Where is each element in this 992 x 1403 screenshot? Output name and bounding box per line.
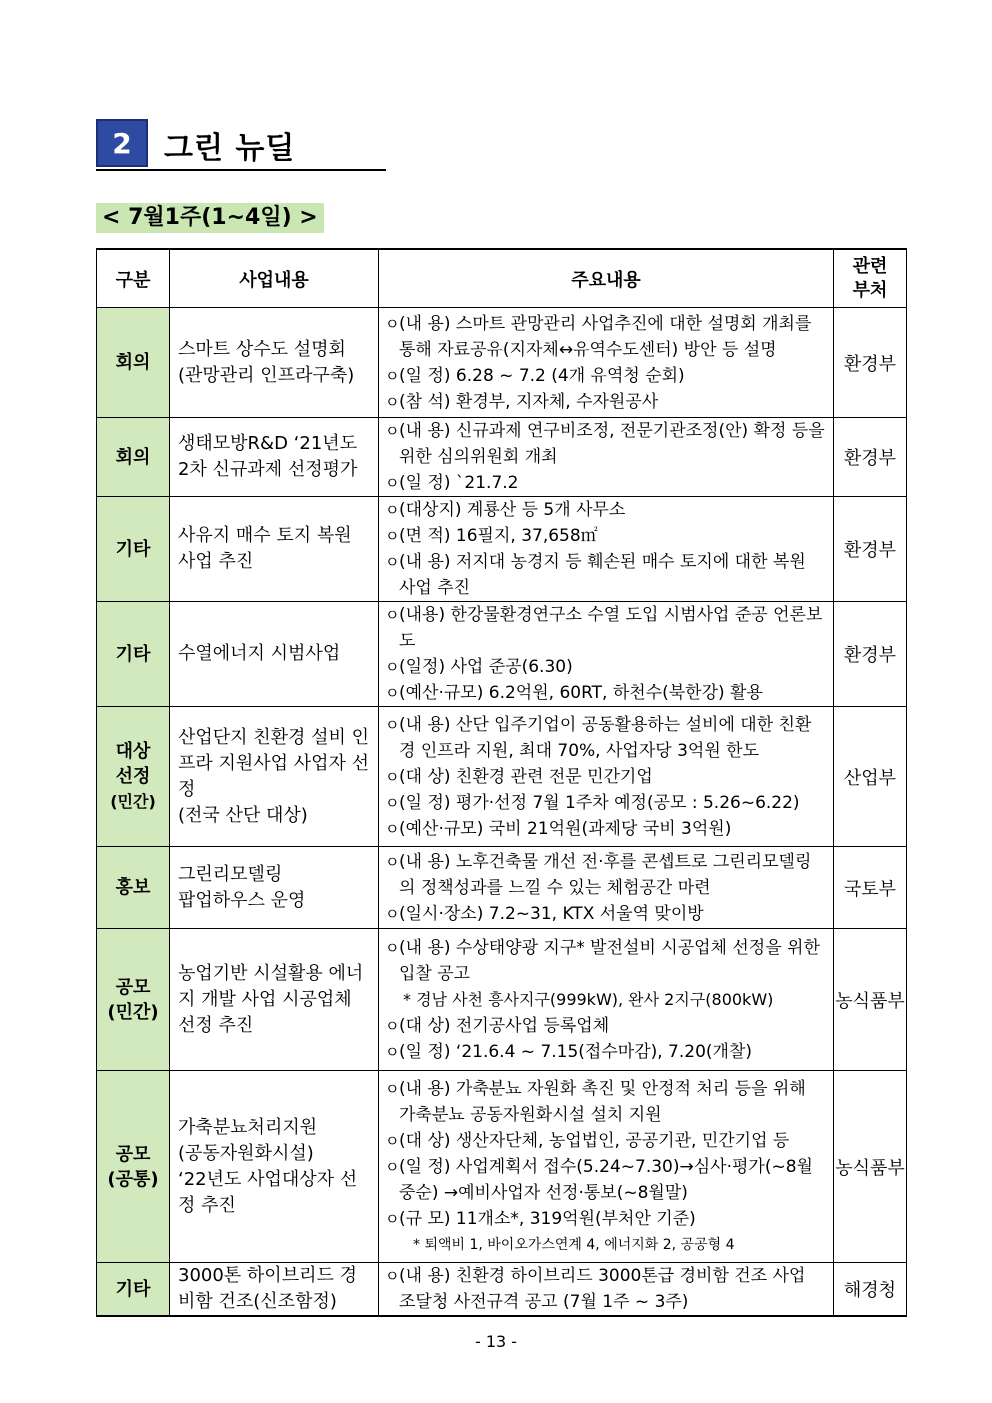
content-line: ㅇ (일시·장소) 7.2~31, KTX 서울역 맞이방 (385, 901, 827, 927)
circle-bullet-icon: ㅇ (385, 606, 400, 624)
circle-bullet-icon: ㅇ (385, 1267, 400, 1285)
circle-bullet-icon: ㅇ (385, 852, 400, 871)
circle-bullet-icon: ㅇ (385, 314, 400, 333)
row-business: 3000톤 하이브리드 경비함 건조(신조함정) (170, 1263, 379, 1317)
content-line: ㅇ (규 모) 11개소*, 319억원(부처안 기준) (385, 1206, 827, 1232)
circle-bullet-icon: ㅇ (385, 527, 400, 545)
row-business: 사유지 매수 토지 복원 사업 추진 (170, 497, 379, 602)
content-footnote: * 퇴액비 1, 바이오가스연계 4, 에너지화 2, 공공형 4 (413, 1236, 735, 1253)
table-row (97, 707, 907, 847)
content-line: ㅇ (내 용) 가축분뇨 자원화 촉진 및 안정적 처리 등을 위해 가축분뇨 공동자원화시설 설치 지원 (385, 1076, 827, 1128)
table-row (97, 847, 907, 929)
row-category: 회의 (97, 308, 170, 418)
content-line: ㅇ (내 용) 수상태양광 지구* 발전설비 시공업체 선정을 위한 입찰 공고 (385, 935, 827, 987)
content-line: ㅇ (일 정) 평가·선정 7월 1주차 예정(공모 : 5.26~6.22) (385, 790, 827, 816)
circle-bullet-icon: ㅇ (385, 474, 400, 492)
row-content (379, 1071, 834, 1263)
row-category: 회의 (97, 418, 170, 497)
row-category: 공모 (공통) (97, 1071, 170, 1263)
circle-bullet-icon: ㅇ (385, 1209, 400, 1228)
row-business: 산업단지 친환경 설비 인프라 지원사업 사업자 선정 (전국 산단 대상) (170, 707, 379, 847)
row-dept: 환경부 (834, 602, 907, 707)
circle-bullet-icon: ㅇ (385, 1042, 400, 1061)
row-business: 가축분뇨처리지원 (공동자원화시설) ‘22년도 사업대상자 선정 추진 (170, 1071, 379, 1263)
row-content (379, 1263, 834, 1317)
header-category: 구분 (97, 249, 170, 308)
row-category: 기타 (97, 497, 170, 602)
header-business: 사업내용 (170, 249, 379, 308)
content-line: ㅇ (일 정) ‘21.6.4 ~ 7.15(접수마감), 7.20(개찰) (385, 1039, 827, 1065)
section-header (96, 119, 386, 171)
row-category: 대상 선정 (민간) (97, 707, 170, 847)
row-dept: 농식품부 (834, 1071, 907, 1263)
content-line: ㅇ (참 석) 환경부, 지자체, 수자원공사 (385, 389, 827, 415)
row-category: 홍보 (97, 847, 170, 929)
content-line: ㅇ (대 상) 생산자단체, 농업법인, 공공기관, 민간기업 등 (385, 1128, 827, 1154)
asterisk-note-icon (385, 987, 399, 1013)
row-content (379, 707, 834, 847)
week-label: < 7월1주(1~4일) > (96, 203, 324, 233)
row-category: 공모 (민간) (97, 929, 170, 1071)
row-dept: 해경청 (834, 1263, 907, 1317)
row-content (379, 847, 834, 929)
content-line: ㅇ (대 상) 친환경 관련 전문 민간기업 (385, 764, 827, 790)
row-business: 수열에너지 시범사업 (170, 602, 379, 707)
circle-bullet-icon: ㅇ (385, 819, 400, 838)
content-line: ㅇ (내 용) 친환경 하이브리드 3000톤급 경비함 건조 사업 조달청 사전규격 공고 (7월 1주 ~ 3주) (385, 1263, 827, 1315)
circle-bullet-icon: ㅇ (385, 904, 400, 923)
header-dept: 관련 부처 (834, 249, 907, 308)
circle-bullet-icon: ㅇ (385, 392, 400, 411)
content-line: ㅇ (내 용) 산단 입주기업이 공동활용하는 설비에 대한 친환경 인프라 지원, 최대 70%, 사업자당 3억원 한도 (385, 712, 827, 764)
content-line: ㅇ (내 용) 노후건축물 개선 전·후를 콘셉트로 그린리모델링의 정책성과를 느낄 수 있는 체험공간 마련 (385, 849, 827, 901)
header-content: 주요내용 (379, 249, 834, 308)
circle-bullet-icon: ㅇ (385, 1131, 400, 1150)
row-content (379, 602, 834, 707)
row-dept: 환경부 (834, 497, 907, 602)
table-row (97, 1263, 907, 1317)
circle-bullet-icon: ㅇ (385, 767, 400, 786)
row-dept: 농식품부 (834, 929, 907, 1071)
row-dept: 환경부 (834, 418, 907, 497)
content-line: ㅇ (일정) 사업 준공(6.30) (385, 654, 827, 680)
row-business: 농업기반 시설활용 에너지 개발 사업 시공업체 선정 추진 (170, 929, 379, 1071)
row-business: 그린리모델링 팝업하우스 운영 (170, 847, 379, 929)
row-business: 스마트 상수도 설명회 (관망관리 인프라구축) (170, 308, 379, 418)
table-header-row (97, 249, 907, 308)
content-line: ㅇ (내 용) 신규과제 연구비조정, 전문기관조정(안) 확정 등을 위한 심의위원회 개최 (385, 418, 827, 470)
circle-bullet-icon: ㅇ (385, 793, 400, 812)
table-row (97, 418, 907, 497)
content-line: ㅇ (내용) 한강물환경연구소 수열 도입 시범사업 준공 언론보도 (385, 602, 827, 654)
circle-bullet-icon: ㅇ (385, 1079, 400, 1098)
circle-bullet-icon: ㅇ (385, 422, 400, 440)
circle-bullet-icon: ㅇ (385, 1016, 400, 1035)
content-line: ㅇ (일 정) `21.7.2 (385, 470, 827, 496)
page-number: - 13 - (474, 1332, 518, 1351)
row-content (379, 929, 834, 1071)
content-line: ㅇ (예산·규모) 국비 21억원(과제당 국비 3억원) (385, 816, 827, 842)
content-line: * 경남 사천 흥사지구(999kW), 완사 2지구(800kW) (385, 987, 827, 1013)
circle-bullet-icon: ㅇ (385, 715, 400, 734)
row-category: 기타 (97, 1263, 170, 1317)
circle-bullet-icon: ㅇ (385, 366, 400, 385)
circle-bullet-icon: ㅇ (385, 938, 400, 957)
section-title: 그린 뉴딜 (164, 131, 296, 166)
content-line: ㅇ (내 용) 저지대 농경지 등 훼손된 매수 토지에 대한 복원 사업 추진 (385, 549, 827, 601)
row-category: 기타 (97, 602, 170, 707)
circle-bullet-icon: ㅇ (385, 658, 400, 676)
schedule-table (96, 248, 907, 1317)
circle-bullet-icon: ㅇ (385, 1157, 400, 1176)
circle-bullet-icon: ㅇ (385, 684, 400, 702)
content-line: ㅇ (예산·규모) 6.2억원, 60RT, 하천수(북한강) 활용 (385, 680, 827, 706)
table-row (97, 497, 907, 602)
row-content (379, 418, 834, 497)
row-dept: 산업부 (834, 707, 907, 847)
content-line: ㅇ (대상지) 계룡산 등 5개 사무소 (385, 497, 827, 523)
content-line: ㅇ (면 적) 16필지, 37,658㎡ (385, 523, 827, 549)
row-content (379, 308, 834, 418)
content-line: ㅇ (대 상) 전기공사업 등록업체 (385, 1013, 827, 1039)
row-business: 생태모방R&D ‘21년도 2차 신규과제 선정평가 (170, 418, 379, 497)
table-row (97, 602, 907, 707)
section-number: 2 (96, 119, 148, 167)
circle-bullet-icon: ㅇ (385, 553, 400, 571)
circle-bullet-icon: ㅇ (385, 501, 400, 519)
content-line: ㅇ (내 용) 스마트 관망관리 사업추진에 대한 설명회 개최를 통해 자료공유(지자체↔유역수도센터) 방안 등 설명 (385, 311, 827, 363)
table-row (97, 1071, 907, 1263)
table-row (97, 929, 907, 1071)
row-content (379, 497, 834, 602)
row-dept: 국토부 (834, 847, 907, 929)
content-line: ㅇ (일 정) 6.28 ~ 7.2 (4개 유역청 순회) (385, 363, 827, 389)
row-dept: 환경부 (834, 308, 907, 418)
content-line: ㅇ (일 정) 사업계획서 접수(5.24~7.30)→심사·평가(~8월중순) →예비사업자 선정·통보(~8월말) (385, 1154, 827, 1206)
table-row (97, 308, 907, 418)
